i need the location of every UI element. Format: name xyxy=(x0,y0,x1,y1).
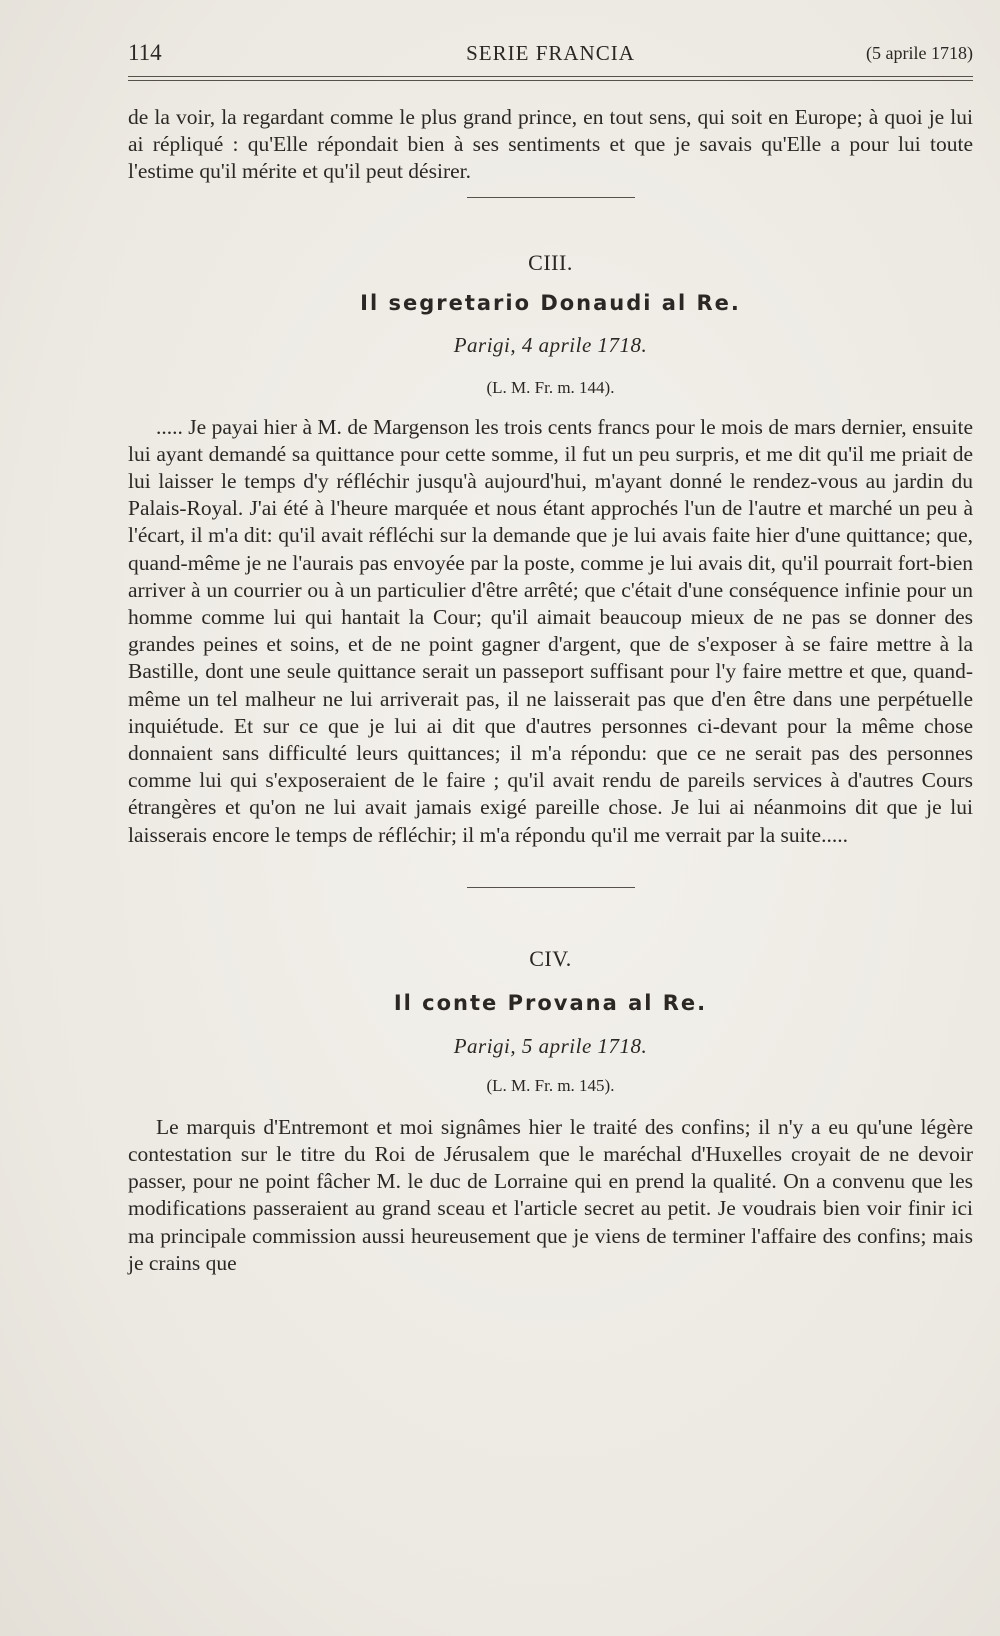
running-title: SERIE FRANCIA xyxy=(466,41,635,65)
letter-dateline: Parigi, 4 aprile 1718. xyxy=(453,332,648,357)
letter-number: CIII. xyxy=(528,249,573,275)
letter-number: CIV. xyxy=(529,945,572,971)
letter-title: Il segretario Donaudi al Re. xyxy=(360,290,741,315)
page-content xyxy=(128,104,973,1277)
letter-title: Il conte Provana al Re. xyxy=(393,990,708,1015)
letter-dateline: Parigi, 5 aprile 1718. xyxy=(453,1033,648,1058)
header-rule-bottom xyxy=(128,80,973,81)
letter-body: Le marquis d'Entremont et moi signâmes hier le traité des confins; il n'y a eu qu'une légère contestation sur le titre du Roi de Jérusalem que le maréchal d'Huxelles croyait de ne devoir passer, pour ne point fâcher M. le duc de Lorraine qui en prend la qualité. On a convenu que les modifications passeraient au grand sceau et l'article secret au petit. Je voudrais bien voir finir ici ma principale commission aussi heureusement que je viens de terminer l'affaire des confins; mais je crains que xyxy=(128,1114,973,1275)
archive-reference: (L. M. Fr. m. 145). xyxy=(486,1075,615,1095)
running-date: (5 aprile 1718) xyxy=(866,43,973,63)
archive-reference: (L. M. Fr. m. 144). xyxy=(486,377,615,397)
continued-paragraph: de la voir, la regardant comme le plus grand prince, en tout sens, qui soit en Europe; à quoi je lui ai répliqué : qu'Elle répondait bien à ses sentiments et que je savais qu'Elle a pour lui toute l'estime qu'il mérite et qu'il peut désirer. xyxy=(128,105,973,184)
section-divider xyxy=(467,197,635,198)
section-divider xyxy=(467,887,635,888)
letter-body: ..... Je payai hier à M. de Margenson les trois cents francs pour le mois de mars dernier, ensuite lui ayant demandé sa quittance pour cette somme, il fut un peu surpris, et me dit qu'il me priait de lui laisser le temps d'y réfléchir jusqu'à aujourd'hui, m'ayant donné le rendez-vous au jardin du Palais-Royal. J'ai été à l'heure marquée et nous étant approchés l'un de l'autre et marché un peu à l'écart, il m'a dit: qu'il avait réfléchi sur la demande que je lui avais faite hier d'une quittance; que, quand-même je ne l'aurais pas envoyée par la poste, comme je lui avais dit, qu'il pourrait fort-bien arriver à un courrier ou à un particulier d'être arrêté; que c'était d'une conséquence infinie pour un homme comme lui qui hantait la Cour; qu'il aimait beaucoup mieux de ne pas se donner des grandes peines et soins, et de ne point gagner d'argent, que de s'exposer à se faire mettre à la Bastille, dont une seule quittance serait un passeport suffisant pour l'y faire mettre et que, quand-même un tel malheur ne lui arriverait pas, il ne laisserait pas que d'en être dans une perpétuelle inquiétude. Et sur ce que je lui ai dit que d'autres personnes ci-devant pour la même chose donnaient sans difficulté leurs quittances; il m'a répondu: que ce ne serait pas des personnes comme lui qui s'exposeraient de le faire ; qu'il avait rendu de pareils services à d'autres Cours étrangères et qu'on ne lui avait jamais exigé pareille chose. Je lui ai néanmoins dit que je lui laisserais encore le temps de réfléchir; il m'a répondu qu'il me verrait par la suite..... xyxy=(128,414,973,847)
page-number: 114 xyxy=(128,40,162,65)
page-header xyxy=(128,40,973,70)
header-rule-top xyxy=(128,76,973,77)
